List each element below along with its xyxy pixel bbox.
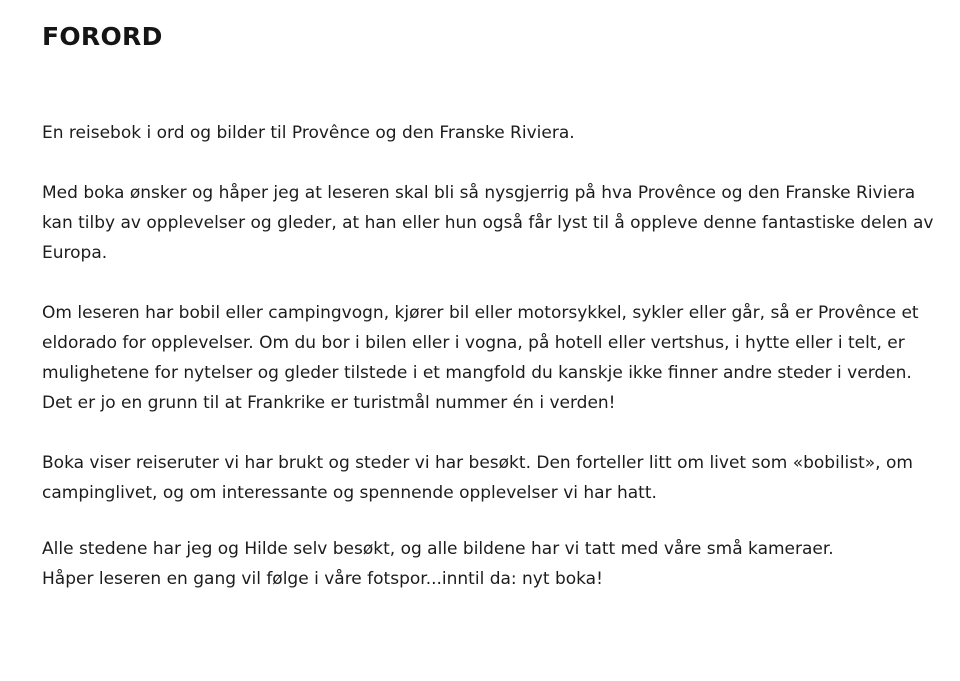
text-line: En reisebok i ord og bilder til Provênce og den Franske Riviera.: [42, 123, 575, 143]
text-line: Med boka ønsker og håper jeg at leseren skal bli så nysgjerrig på hva Provênce og den Franske Riviera: [42, 183, 916, 203]
text-line: Alle stedene har jeg og Hilde selv besøkt, og alle bildene har vi tatt med våre små kameraer.: [42, 539, 834, 559]
page-title: FORORD: [42, 22, 163, 51]
text-line: Håper leseren en gang vil følge i våre fotspor...inntil da: nyt boka!: [42, 569, 603, 589]
paragraph-purpose: [42, 178, 933, 268]
text-line: Om leseren har bobil eller campingvogn, kjører bil eller motorsykkel, sykler eller går, så er Provênce et: [42, 303, 919, 323]
text-line: kan tilby av opplevelser og gleder, at han eller hun også får lyst til å oppleve denne fantastiske delen av: [42, 213, 934, 233]
paragraph-travel-modes: [42, 298, 919, 418]
text-line: eldorado for opplevelser. Om du bor i bilen eller i vogna, på hotell eller vertshus, i hytte eller i telt, er: [42, 333, 905, 353]
paragraph-book-contents: [42, 448, 913, 508]
text-line: campinglivet, og om interessante og spennende opplevelser vi har hatt.: [42, 483, 657, 503]
text-line: Europa.: [42, 243, 108, 263]
text-line: Boka viser reiseruter vi har brukt og steder vi har besøkt. Den forteller litt om livet som «bobilist», om: [42, 453, 913, 473]
paragraph-closing: [42, 534, 834, 594]
text-line: Det er jo en grunn til at Frankrike er turistmål nummer én i verden!: [42, 393, 616, 413]
text-line: mulighetene for nytelser og gleder tilstede i et mangfold du kanskje ikke finner andre steder i verden.: [42, 363, 912, 383]
paragraph-intro: [42, 118, 575, 148]
